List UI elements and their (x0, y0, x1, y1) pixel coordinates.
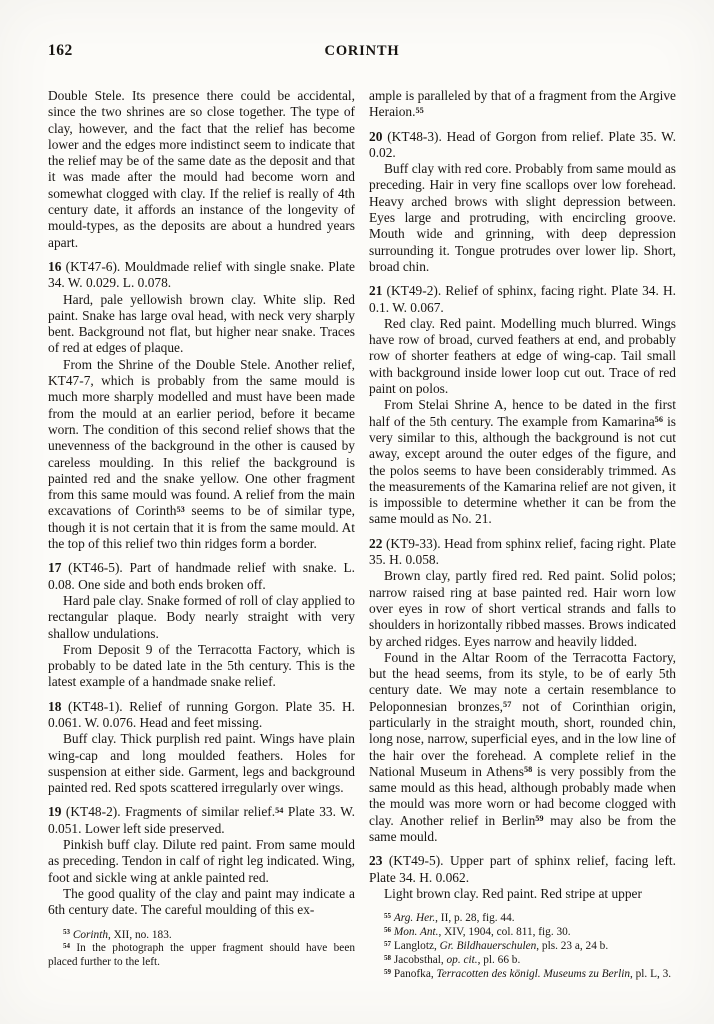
text-segment: , XIV, 1904, col. 811, fig. 30. (438, 926, 571, 939)
text-segment: (KT48-3). Head of Gorgon from relief. Plate 35. W. 0.02. (369, 128, 676, 160)
paragraph (48, 593, 355, 642)
citation-title: Corinth (72, 928, 108, 941)
paragraph (48, 837, 355, 886)
paragraph (48, 886, 355, 919)
text-columns (48, 88, 677, 980)
paragraph (369, 568, 676, 649)
text-segment: (KT47-6). Mouldmade relief with single snake. Plate 34. W. 0.029. L. 0.078. (48, 258, 355, 291)
footnote (48, 942, 355, 970)
citation-title: Gr. Bildhauerschulen (439, 940, 537, 953)
text-segment: Found in the Altar Room of the Terracotta Factory, but the head seems, from its style, to be of early 5th century date. We may note a certain resemblance to Peloponnesian bronzes, (369, 649, 676, 714)
text-segment: , XII, no. 183. (107, 928, 172, 941)
catalogue-entry-heading (369, 853, 676, 886)
catalogue-entry-heading (369, 283, 676, 316)
footnote-marker: 58 (523, 765, 533, 775)
paragraph (369, 316, 676, 397)
text-segment: (KT49-5). Upper part of sphinx relief, facing left. Plate 34. H. 0.062. (369, 853, 676, 885)
text-segment: (KT46-5). Part of handmade relief with snake. L. 0.08. One side and both ends broken off. (48, 560, 355, 592)
paragraph (48, 292, 355, 357)
catalogue-entry-heading (369, 129, 676, 162)
paragraph (369, 397, 676, 527)
running-head: CORINTH (324, 43, 400, 59)
footnote-marker: 57 (384, 939, 391, 948)
footnote-marker: 57 (503, 699, 512, 709)
footnote-marker: 55 (384, 912, 391, 921)
page-header (48, 42, 676, 64)
text-segment: From the Shrine of the Double Stele. Another relief, KT47-7, which is probably from the same mould is much more sharply modelled and must have been made from the mould at an earlier period, before it became worn. The condition of this second relief shows that the unevenness of the background in the other is caused by careless moulding. In this relief the background is painted red and the snake yellow. One other fragment from this same mould was found. A relief from the main excavations of Corinth (48, 356, 355, 519)
paragraph (369, 88, 676, 121)
text-segment: (KT48-2). Fragments of similar relief. (61, 804, 276, 820)
footnote (369, 940, 676, 954)
footnote-marker: 56 (654, 414, 663, 424)
footnote (48, 929, 355, 943)
text-segment: Jacobsthal, (391, 953, 447, 966)
text-segment: Buff clay. Thick purplish red paint. Wings have plain wing-cap and long moulded feathers. Holes for suspension at either side. Garment, legs and background painted red. Red spots scattered irregularly over wings. (48, 731, 355, 796)
text-segment: Hard, pale yellowish brown clay. White slip. Red paint. Snake has large oval head, with neck very sharply bent. Background not flat, but higher near snake. Traces of red at edges of plaque. (48, 291, 355, 356)
text-segment: From Stelai Shrine A, hence to be dated in the first half of the 5th century. The example from Kamarina (369, 397, 676, 429)
paragraph (369, 650, 676, 846)
footnote-marker: 59 (384, 967, 391, 976)
paragraph (48, 88, 355, 251)
paragraph (48, 357, 355, 553)
entry-number: 22 (369, 535, 383, 551)
catalogue-entry-heading (48, 560, 355, 593)
catalogue-entry-heading (48, 804, 355, 837)
catalogue-entry-heading (369, 536, 676, 569)
text-segment: may also be from the same mould. (369, 812, 677, 845)
column-left (48, 88, 355, 970)
text-segment: Pinkish buff clay. Dilute red paint. From same mould as preceding. Tendon in calf of right leg indicated. Wing, foot and sickle wing at ankle painted red. (48, 837, 355, 885)
text-segment: (KT9-33). Head from sphinx relief, facing right. Plate 35. H. 0.058. (369, 535, 676, 568)
text-segment: Light brown clay. Red paint. Red stripe at upper (384, 885, 642, 901)
page-number: 162 (48, 42, 73, 59)
text-segment: Panofka, (391, 967, 437, 980)
entry-number: 17 (48, 560, 62, 576)
footnote-marker: 56 (384, 926, 391, 935)
footnote-marker: 53 (63, 928, 70, 937)
paragraph (48, 642, 355, 691)
footnote-marker: 58 (384, 953, 391, 962)
catalogue-entry-heading (48, 699, 355, 732)
text-segment: The good quality of the clay and paint may indicate a 6th century date. The careful moulding of this ex- (48, 885, 355, 918)
catalogue-entry-heading (48, 259, 355, 292)
text-segment: Double Stele. Its presence there could be accidental, since the two shrines are so close together. The type of clay, however, and the fact that the relief has become lower and the edges more indistinct seem to indicate that the relief may be of the same date as the deposit and that it was made after the mould had become worn and somewhat clogged with clay. If the relief is really of 4th century date, it affords an instance of the longevity of mould-types, as the deposits are about a hundred years apart. (48, 88, 355, 250)
citation-title: Terracotten des königl. Museums zu Berlin (436, 967, 630, 980)
citation-title: op. cit. (446, 953, 478, 966)
entry-number: 19 (48, 804, 62, 820)
paragraph (48, 731, 355, 796)
text-segment: , pl. L, 3. (630, 967, 672, 980)
text-segment: (KT48-1). Relief of running Gorgon. Plate 35. H. 0.061. W. 0.076. Head and feet missing. (48, 698, 355, 730)
text-segment: , II, p. 28, fig. 44. (435, 912, 515, 925)
entry-number: 18 (48, 698, 62, 714)
paragraph (369, 886, 676, 902)
entry-number: 23 (369, 853, 383, 869)
text-segment: Langlotz, (391, 940, 440, 953)
text-segment: , pls. 23 a, 24 b. (536, 940, 609, 953)
entry-number: 16 (48, 258, 62, 274)
footnote-marker: 54 (63, 942, 70, 951)
text-segment: not of Corinthian origin, particularly in the straight mouth, short, rounded chin, long nose, narrow, superficial eyes, and in the low line of the hair over the forehead. A complete relief in the National Museum in Athens (369, 698, 676, 779)
text-segment: Hard pale clay. Snake formed of roll of clay applied to rectangular plaque. Body nearly straight with very shallow undulations. (48, 592, 355, 641)
text-segment: seems to be of similar type, though it is not certain that it is from the same mould. At the top of this relief two thin ridges form a border. (48, 503, 355, 552)
footnote (369, 926, 676, 940)
footnote-marker: 59 (535, 814, 544, 824)
footnote (369, 954, 676, 968)
citation-title: Mon. Ant. (393, 926, 439, 939)
footnotes-block (369, 902, 676, 982)
text-segment: From Deposit 9 of the Terracotta Factory, which is probably to be dated late in the 5th century. This is the latest example of a handmade snake relief. (48, 641, 355, 690)
text-segment: is very similar to this, although the background is not cut away, except around the outer edges of the figure, and the polos seems to have been considerably trimmed. As the measurements of the Kamarina relief are not given, it is impossible to determine whether it can be from the same mould as No. 21. (369, 413, 677, 527)
footnote-marker: 54 (275, 805, 284, 815)
text-segment: ample is paralleled by that of a fragment from the Argive Heraion. (369, 88, 676, 120)
text-segment: , pl. 66 b. (477, 953, 521, 966)
text-segment: is very possibly from the same mould as this head, although probably made when the mould was more worn or had become clogged with clay. Another relief in Berlin (369, 763, 676, 828)
citation-title: Arg. Her. (393, 912, 436, 925)
footnote-marker: 55 (415, 105, 424, 115)
text-segment: (KT49-2). Relief of sphinx, facing right. Plate 34. H. 0.1. W. 0.067. (369, 283, 676, 315)
text-segment: Red clay. Red paint. Modelling much blurred. Wings have row of broad, curved feathers at end, and probably row of shorter feathers at edge of wing-cap. Tail small with background inside lower loop cut out. Trace of red paint on polos. (369, 315, 676, 397)
text-segment: In the photograph the upper fragment should have been placed further to the left. (48, 942, 355, 969)
paragraph (369, 161, 676, 275)
text-segment: Buff clay with red core. Probably from same mould as preceding. Hair in very fine scallops over low forehead. Heavy arched brows with slight depression between. Eyes large and protruding, with encircling groove. Mouth wide and grinning, with deep depression surrounding it. Tongue protrudes over lower lip. Short, broad chin. (369, 161, 676, 274)
footnotes-block (48, 919, 355, 971)
entry-number: 21 (369, 283, 383, 299)
footnote (369, 912, 676, 926)
text-segment: Brown clay, partly fired red. Red paint. Solid polos; narrow raised ring at base painted red. Hair worn low over eyes in row of short vertical strands and falls to shoulders in horizontally ribbed masses. Brows indicated by arched ridges. Eyes narrow and heavily lidded. (369, 568, 676, 649)
column-right (369, 88, 677, 980)
footnote (369, 968, 676, 982)
entry-number: 20 (369, 128, 383, 144)
text-segment: Plate 33. W. 0.051. Lower left side preserved. (48, 804, 355, 836)
footnote-marker: 53 (176, 504, 185, 514)
